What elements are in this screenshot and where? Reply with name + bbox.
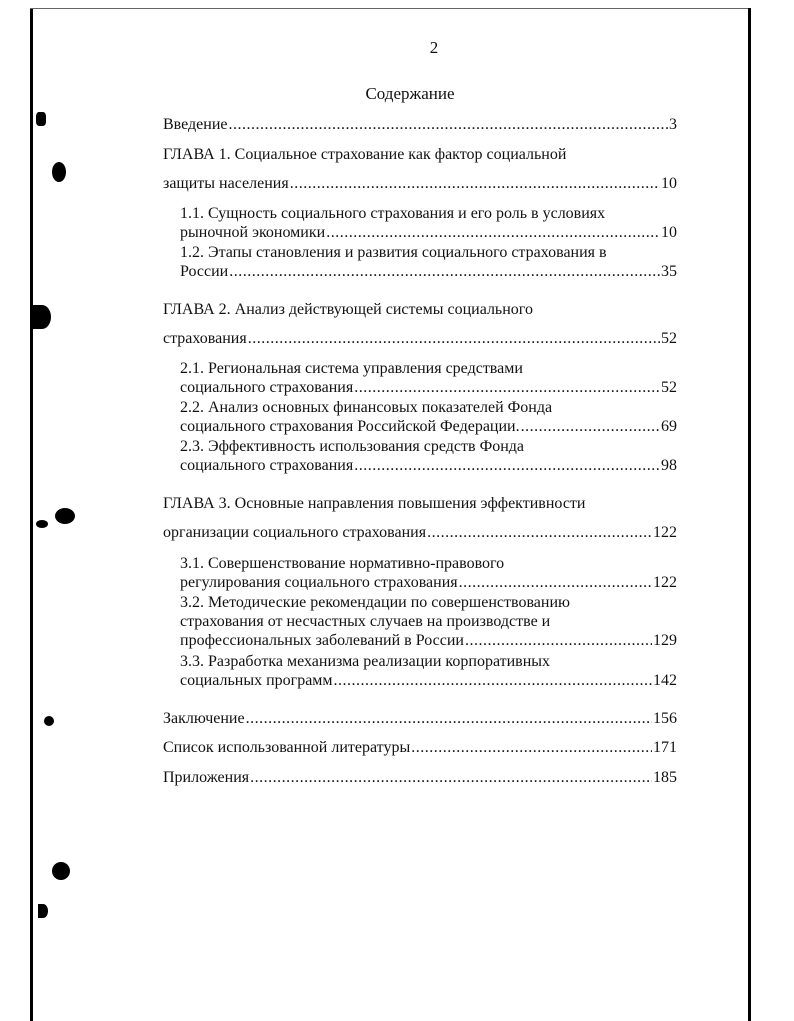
toc-entry-3-1 — [163, 554, 677, 592]
scan-speck — [44, 716, 54, 726]
entry-page: 35 — [661, 263, 677, 280]
entry-title-line: социального страхования Российской Федерации. — [180, 418, 520, 435]
dot-leader — [229, 262, 660, 281]
dot-leader — [411, 738, 652, 757]
toc-title: Содержание — [365, 84, 455, 103]
scan-speck — [52, 862, 70, 880]
entry-page: 10 — [661, 224, 677, 241]
toc-entry-conclusion — [163, 709, 677, 728]
toc-entry-chapter-1 — [163, 145, 677, 193]
scan-speck — [52, 162, 66, 182]
dot-leader — [248, 329, 660, 348]
toc-entry-3-3 — [163, 652, 677, 690]
entry-title-line: организации социального страхования — [163, 524, 427, 541]
dot-leader — [354, 456, 660, 475]
entry-title-line: 2.3. Эффективность использования средств Фонда — [180, 438, 525, 455]
scan-speck — [33, 305, 51, 329]
entry-page: 10 — [661, 175, 677, 192]
entry-page: 52 — [661, 379, 677, 396]
dot-leader — [290, 174, 660, 193]
top-page-edge — [30, 8, 750, 9]
entry-title: Введение — [163, 116, 228, 133]
entry-page: 142 — [653, 672, 677, 689]
entry-title-line: защиты населения — [163, 175, 289, 192]
entry-title-line: страхования от несчастных случаев на производстве и — [180, 613, 551, 630]
entry-title-line: социального страхования — [180, 379, 354, 396]
toc-entry-1-2 — [163, 243, 677, 281]
entry-title-line: 3.3. Разработка механизма реализации корпоративных — [180, 653, 551, 670]
entry-title-line: 2.1. Региональная система управления средствами — [180, 360, 523, 377]
entry-title: Приложения — [163, 769, 250, 786]
right-page-edge — [748, 8, 751, 1021]
scan-speck — [55, 508, 75, 524]
entry-page: 171 — [653, 739, 677, 756]
entry-page: 156 — [653, 710, 677, 727]
entry-title-line: профессиональных заболеваний в России — [180, 632, 464, 649]
entry-title-line: рыночной экономики — [180, 224, 326, 241]
entry-page: 52 — [661, 330, 677, 347]
toc-entry-1-1 — [163, 204, 677, 242]
scan-speck — [36, 112, 46, 126]
dot-leader — [229, 115, 669, 134]
toc-entry-2-2 — [163, 398, 677, 436]
entry-title-line: 2.2. Анализ основных финансовых показателей Фонда — [180, 399, 553, 416]
entry-page: 185 — [653, 769, 677, 786]
entry-page: 122 — [653, 524, 677, 541]
dot-leader — [326, 223, 660, 242]
entry-title-line: социального страхования — [180, 457, 354, 474]
toc-entry-appendix — [163, 768, 677, 787]
dot-leader — [246, 709, 652, 728]
toc-entry-intro — [163, 115, 677, 134]
entry-page: 69 — [661, 418, 677, 435]
toc-entry-2-3 — [163, 437, 677, 475]
entry-title: Заключение — [163, 710, 245, 727]
toc-entry-3-2 — [163, 593, 677, 650]
entry-page: 3 — [669, 116, 677, 133]
entry-title-line: 1.1. Сущность социального страхования и его роль в условиях — [180, 205, 606, 222]
entry-title-line: России — [180, 263, 229, 280]
entry-title-line: ГЛАВА 1. Социальное страхование как фактор социальной — [163, 146, 567, 163]
dot-leader — [521, 417, 660, 436]
entry-title-line: страхования — [163, 330, 247, 347]
toc-entry-2-1 — [163, 359, 677, 397]
entry-page: 122 — [653, 574, 677, 591]
entry-title-line: ГЛАВА 3. Основные направления повышения эффективности — [163, 495, 586, 512]
entry-page: 98 — [661, 457, 677, 474]
dot-leader — [465, 631, 652, 650]
entry-title-line: социальных программ — [180, 672, 333, 689]
toc-entry-chapter-3 — [163, 494, 677, 542]
left-page-edge — [30, 8, 33, 1021]
entry-title-line: ГЛАВА 2. Анализ действующей системы социального — [163, 301, 533, 318]
page-number: 2 — [429, 38, 439, 57]
toc-entry-literature — [163, 738, 677, 757]
dot-leader — [334, 671, 652, 690]
dot-leader — [459, 573, 652, 592]
dot-leader — [354, 378, 660, 397]
entry-title-line: 3.1. Совершенствование нормативно-правового — [180, 555, 505, 572]
dot-leader — [427, 523, 652, 542]
scan-speck — [38, 904, 48, 918]
toc-entry-chapter-2 — [163, 300, 677, 348]
entry-page: 129 — [653, 632, 677, 649]
entry-title-line: 1.2. Этапы становления и развития социального страхования в — [180, 244, 607, 261]
entry-title-line: регулирования социального страхования — [180, 574, 458, 591]
scan-speck — [36, 520, 48, 528]
entry-title-line: 3.2. Методические рекомендации по совершенствованию — [180, 594, 570, 611]
entry-title: Список использованной литературы — [163, 739, 411, 756]
dot-leader — [250, 768, 652, 787]
